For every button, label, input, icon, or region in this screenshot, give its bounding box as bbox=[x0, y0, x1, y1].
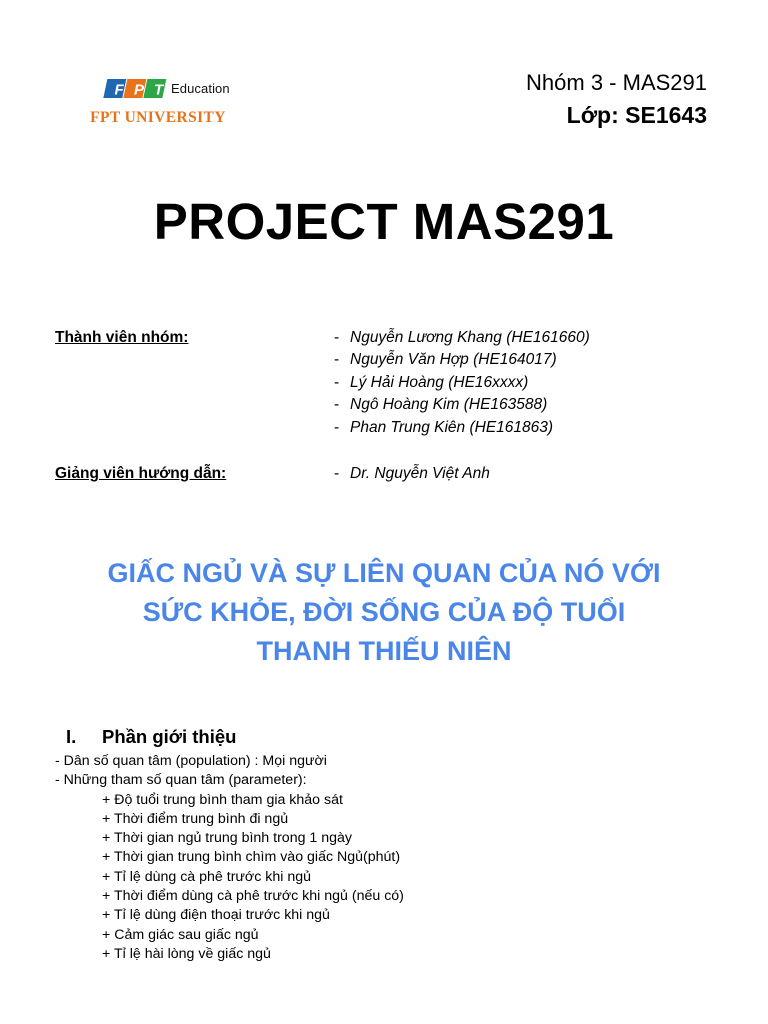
logo-letter-t: T bbox=[154, 81, 164, 99]
topic-line: THANH THIẾU NIÊN bbox=[256, 636, 512, 666]
section-body bbox=[55, 752, 404, 964]
section-title: Phần giới thiệu bbox=[102, 726, 237, 747]
member-name: Lý Hải Hoàng (HE16xxxx) bbox=[350, 373, 529, 391]
body-line: - Dân số quan tâm (population) : Mọi người bbox=[55, 753, 327, 769]
member-item bbox=[334, 327, 590, 349]
instructor-name: Dr. Nguyễn Việt Anh bbox=[350, 465, 490, 482]
members-label: Thành viên nhóm: bbox=[55, 329, 189, 346]
instructor-label: Giảng viên hướng dẫn: bbox=[55, 465, 227, 482]
member-item bbox=[334, 372, 590, 394]
member-item bbox=[334, 394, 590, 416]
member-item bbox=[334, 349, 590, 371]
fpt-university-logo bbox=[66, 72, 250, 130]
parameter-item: + Cảm giác sau giấc ngủ bbox=[102, 926, 259, 943]
topic-line: GIẤC NGỦ VÀ SỰ LIÊN QUAN CỦA NÓ VỚI bbox=[107, 558, 661, 588]
parameter-item: + Thời điểm trung bình đi ngủ bbox=[102, 810, 289, 827]
member-name: Ngô Hoàng Kim (HE163588) bbox=[350, 396, 548, 414]
list-dash: - bbox=[334, 373, 340, 391]
member-item bbox=[334, 417, 590, 439]
topic-title bbox=[20, 554, 748, 671]
section-number: I. bbox=[66, 726, 77, 747]
logo-education-text: Education bbox=[171, 81, 230, 96]
logo-letter-p: P bbox=[134, 81, 145, 99]
parameter-item: + Tỉ lệ dùng cà phê trước khi ngủ bbox=[102, 868, 312, 885]
topic-line: SỨC KHỎE, ĐỜI SỐNG CỦA ĐỘ TUỔI bbox=[142, 597, 626, 627]
list-dash: - bbox=[334, 396, 340, 414]
section-heading bbox=[66, 726, 236, 748]
list-dash: - bbox=[334, 329, 340, 346]
member-name: Nguyễn Lương Khang (HE161660) bbox=[350, 329, 590, 346]
member-name: Phan Trung Kiên (HE161863) bbox=[350, 418, 554, 436]
body-line: - Những tham số quan tâm (parameter): bbox=[55, 772, 307, 789]
logo-letter-f: F bbox=[114, 81, 124, 99]
parameter-item: + Thời gian ngủ trung bình trong 1 ngày bbox=[102, 830, 353, 847]
instructor-list bbox=[334, 463, 490, 485]
instructor-item bbox=[334, 463, 490, 485]
logo-university-text: FPT UNIVERSITY bbox=[90, 109, 226, 126]
document-title: PROJECT MAS291 bbox=[153, 193, 615, 250]
group-label: Nhóm 3 - MAS291 bbox=[526, 70, 707, 95]
list-dash: - bbox=[334, 418, 340, 436]
parameter-item: + Tỉ lệ hài lòng về giấc ngủ bbox=[102, 945, 271, 962]
list-dash: - bbox=[334, 351, 340, 369]
parameter-item: + Độ tuổi trung bình tham gia khảo sát bbox=[102, 791, 343, 808]
list-dash: - bbox=[334, 465, 340, 482]
parameter-item: + Tỉ lệ dùng điện thoại trước khi ngủ bbox=[102, 907, 330, 924]
parameter-item: + Thời gian trung bình chìm vào giấc Ngủ(phút) bbox=[102, 849, 401, 866]
members-list bbox=[334, 327, 590, 439]
fpt-logo-mark-icon bbox=[100, 76, 170, 102]
parameter-item: + Thời điểm dùng cà phê trước khi ngủ (nếu có) bbox=[102, 888, 404, 905]
member-name: Nguyễn Văn Hợp (HE164017) bbox=[350, 351, 557, 369]
class-label: Lớp: SE1643 bbox=[566, 102, 707, 128]
